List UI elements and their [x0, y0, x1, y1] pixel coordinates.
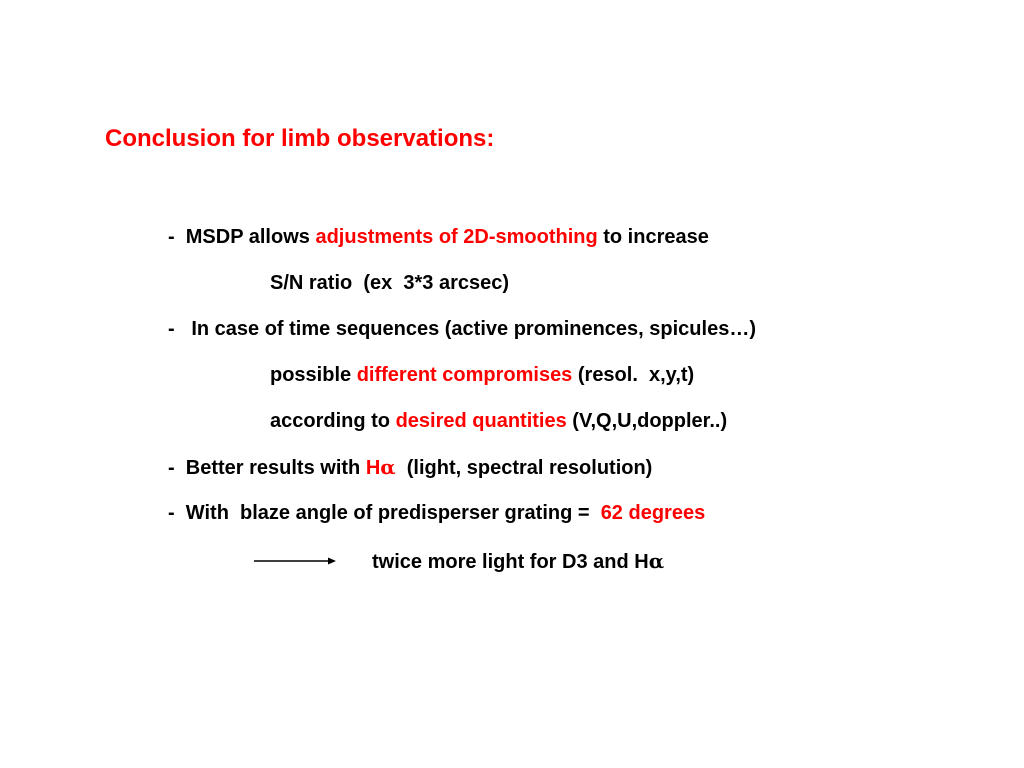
compromises-suffix: (resol. x,y,t) [572, 364, 695, 386]
right-arrow-icon [254, 555, 336, 567]
h-letter: H [365, 457, 381, 479]
bullet-time-sequences: - In case of time sequences (active prominences, spicules…) [168, 318, 756, 340]
alpha-symbol-2: α [648, 549, 665, 573]
bullet-msdp-suffix: to increase [597, 226, 709, 248]
better-results-prefix: - Better results with [168, 457, 366, 479]
quantities-suffix: (V,Q,U,doppler..) [566, 410, 728, 432]
highlight-h-alpha [366, 457, 396, 479]
blaze-angle-prefix: - With blaze angle of predisperser grating = [168, 502, 601, 524]
highlight-62-degrees: 62 degrees [600, 502, 706, 524]
highlight-desired-quantities: desired quantities [395, 410, 567, 432]
compromises-prefix: possible [270, 364, 357, 386]
highlight-different-compromises: different compromises [356, 364, 573, 386]
twice-light-line [372, 548, 664, 575]
twice-light-text: twice more light for D3 and H [372, 551, 649, 573]
bullet-blaze-angle [168, 500, 705, 526]
compromises-line [270, 362, 694, 388]
quantities-prefix: according to [270, 410, 396, 432]
alpha-symbol: α [380, 455, 396, 479]
slide-title: Conclusion for limb observations: [105, 125, 495, 152]
better-results-suffix: (light, spectral resolution) [395, 457, 653, 479]
sn-ratio-line: S/N ratio (ex 3*3 arcsec) [270, 272, 510, 294]
quantities-line [270, 408, 727, 434]
bullet-msdp-prefix: - MSDP allows [168, 226, 316, 248]
bullet-better-results [168, 454, 652, 481]
bullet-msdp [168, 224, 709, 250]
highlight-2d-smoothing: adjustments of 2D-smoothing [315, 226, 598, 248]
